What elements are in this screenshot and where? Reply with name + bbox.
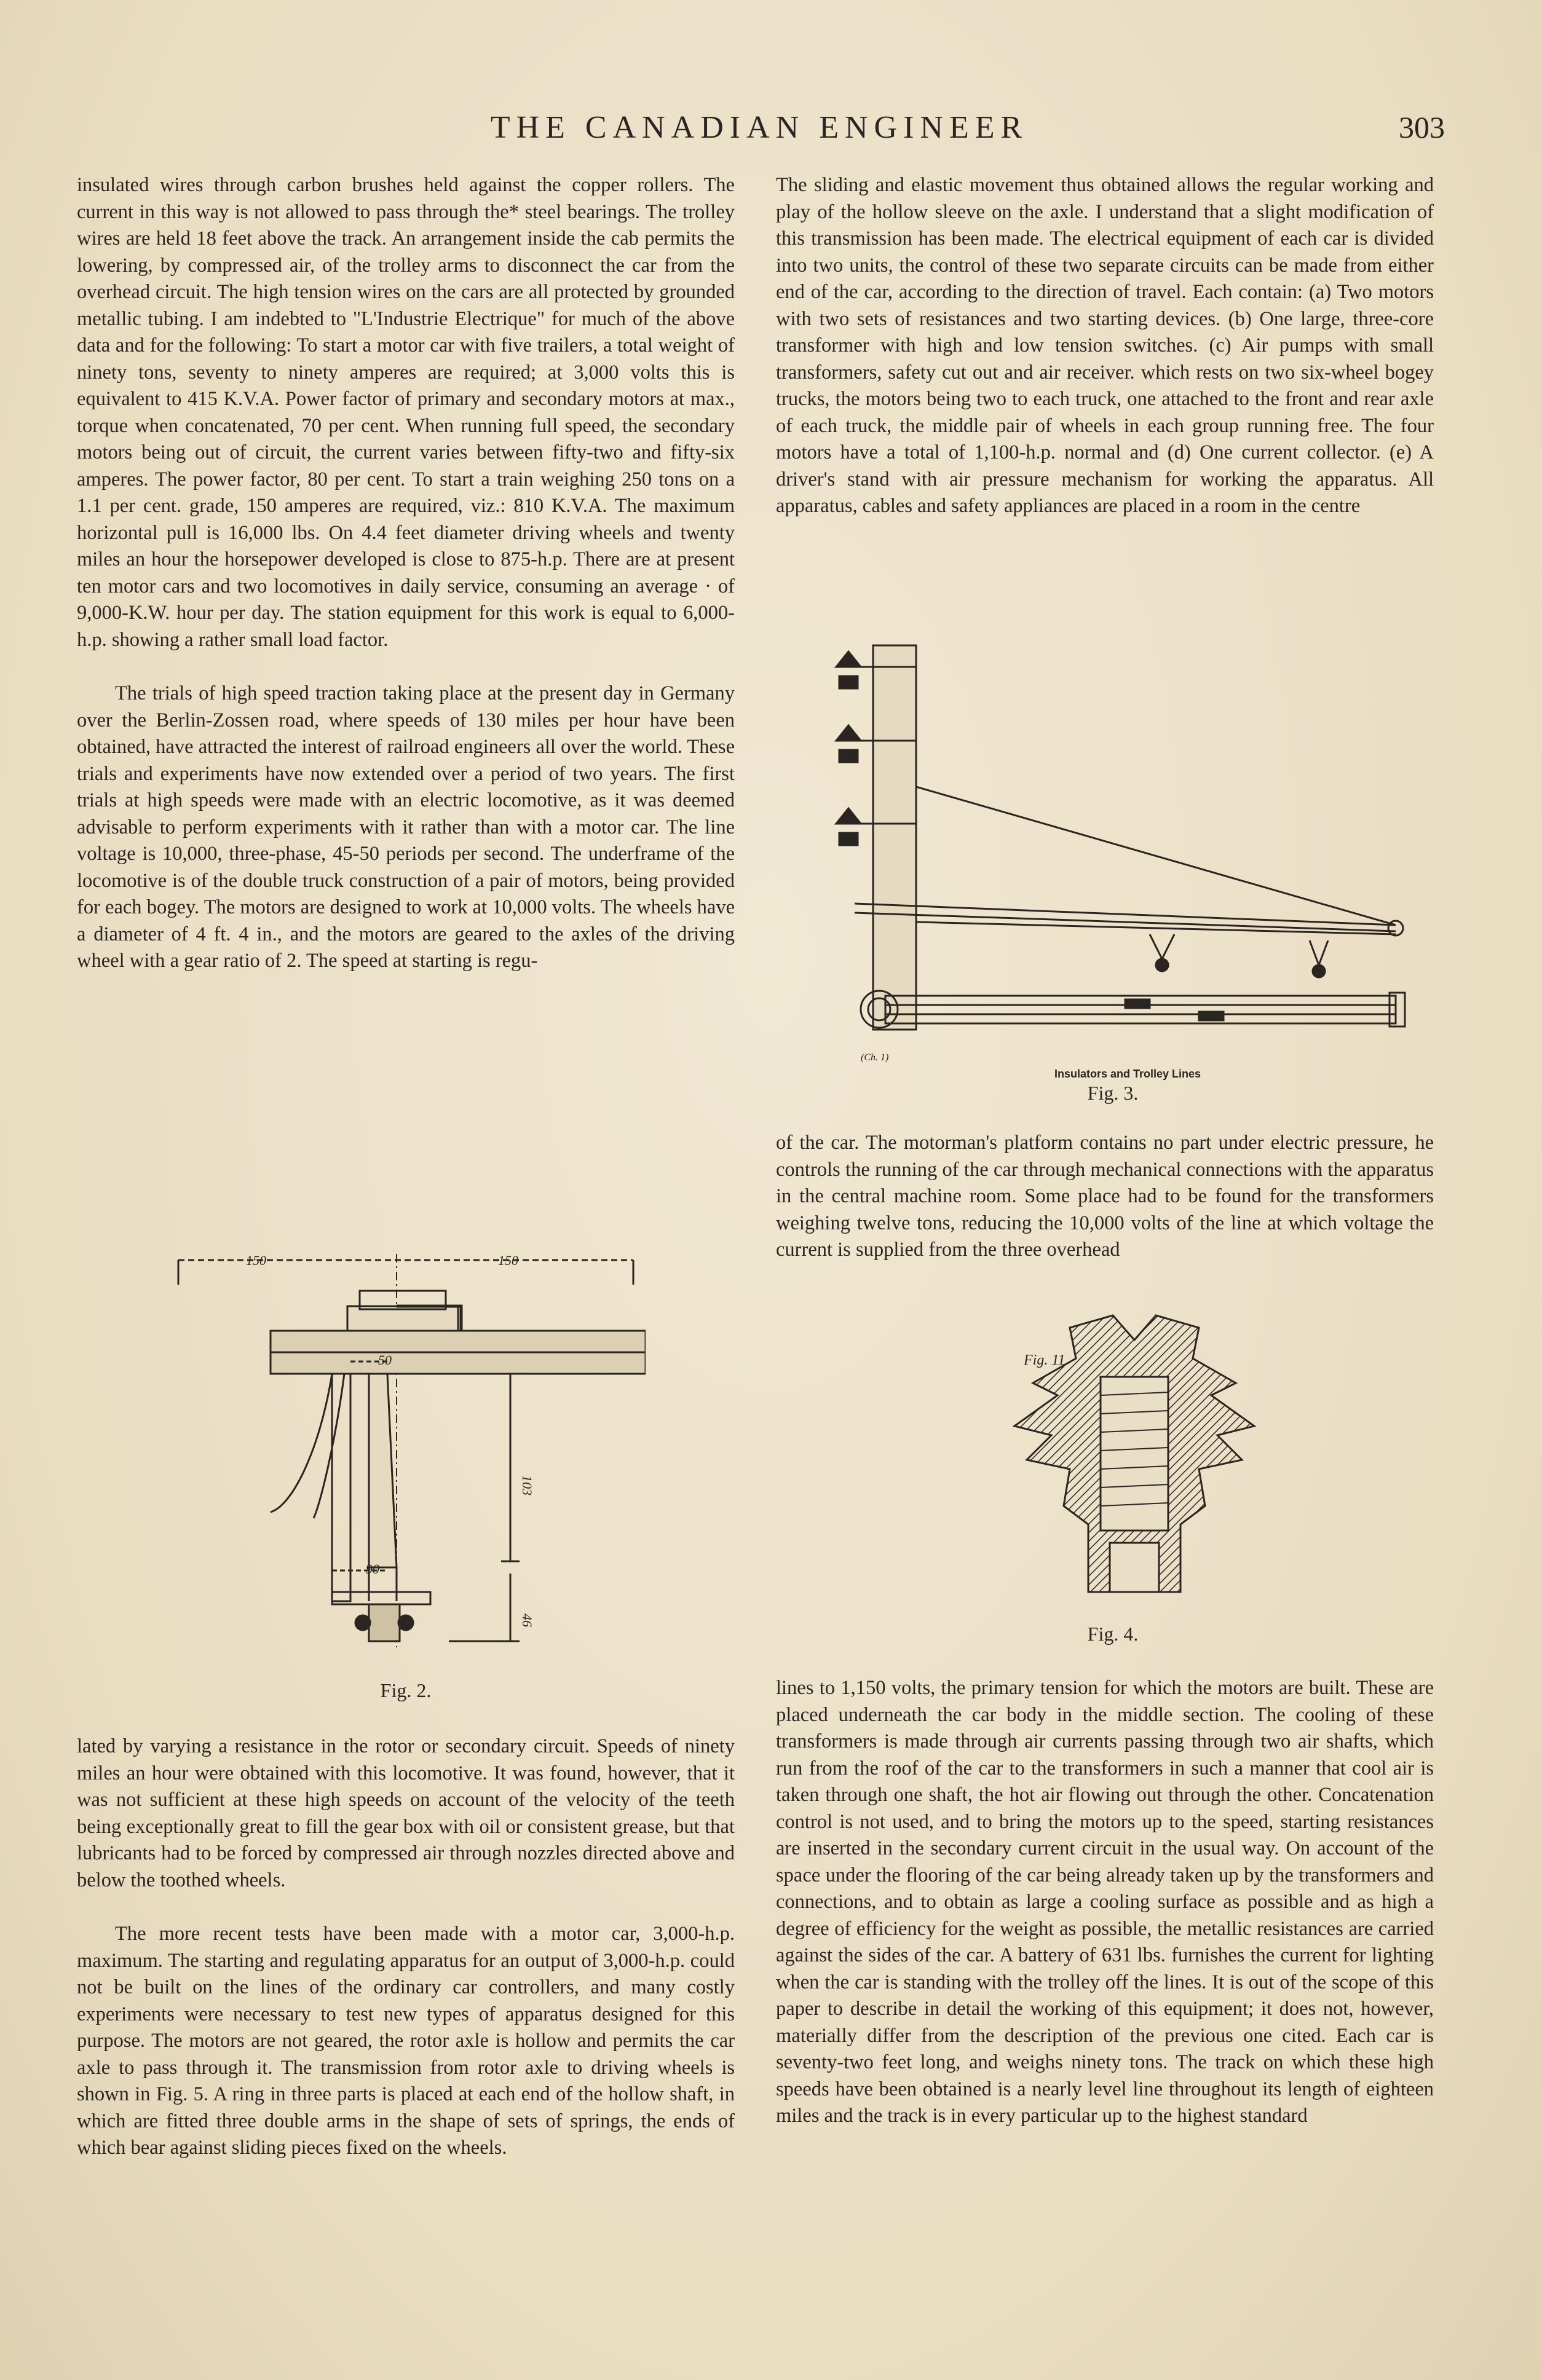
figure-3-title: Insulators and Trolley Lines bbox=[1054, 1068, 1201, 1080]
left-column-top bbox=[77, 172, 735, 975]
paragraph: lines to 1,150 volts, the primary tension for which the motors are built. These are placed underneath the car body in the middle section. The cooling of these transformers is made through air currents passing through two air shafts, which run from the roof of the car to the transformers in such a manner that cool air is taken through one shaft, the hot air flowing out through the other. Concatenation control is not used, and to bring the motors up to the speed, starting resistances are inserted in the secondary current circuit in the usual way. On account of the space under the flooring of the car being already taken up by the transformers and connections, and to obtain as large a cooling surface as possible and as high a degree of efficiency for the weight as possible, the metallic resistances are carried against the sides of the car. A battery of 631 lbs. furnishes the current for lighting when the car is standing with the trolley off the lines. It is out of the scope of this paper to describe in detail the working of this equipment; it does not, however, materially differ from the description of the previous one cited. Each car is seventy-two feet long, and weighs ninety tons. The track on which these high speeds have been obtained is a nearly level line throughout its length of eighteen miles and the track is in every particular up to the highest standard bbox=[776, 1677, 1434, 2127]
figure-4-drawing bbox=[996, 1303, 1273, 1623]
fig4-label: Fig. 11 bbox=[1024, 1352, 1066, 1368]
right-column-bottom bbox=[776, 1675, 1434, 2130]
right-column-middle bbox=[776, 1130, 1434, 1264]
figure-2-drawing bbox=[166, 1248, 646, 1666]
page-number: 303 bbox=[1399, 110, 1445, 144]
figure-3-drawing bbox=[818, 633, 1451, 1063]
fig3-small-label: (Ch. 1) bbox=[861, 1052, 889, 1063]
fig2-dim-top: 50 bbox=[378, 1352, 392, 1368]
paragraph: lated by varying a resistance in the rotor or secondary circuit. Speeds of ninety miles an hour were obtained with this locomotive. It was found, however, that it was not sufficient at these high speeds on account of the velocity of the teeth being exceptionally great to fill the gear box with oil or consistent grease, but that lubricants had to be forced by compressed air through nozzles directed above and below the toothed wheels. bbox=[77, 1735, 735, 1891]
right-column-top bbox=[776, 172, 1434, 520]
fig2-dim-lower: 46 bbox=[520, 1614, 535, 1627]
fig2-dim-height: 103 bbox=[520, 1475, 535, 1495]
fig2-dim-right: 150 bbox=[498, 1253, 518, 1268]
paragraph: The sliding and elastic movement thus obtained allows the regular working and play of the hollow sleeve on the axle. I understand that a slight modification of this transmission has been made. The electrical equipment of each car is divided into two units, the control of these two separate circuits can be made from either end of the car, according to the direction of travel. Each contain: (a) Two motors with two sets of resistances and two starting devices. (b) One large, three-core transformer with high and low tension switches. (c) Air pumps with small transformers, safety cut out and air receiver. which rests on two six-wheel bogey trucks, the motors being two to each truck, one attached to the front and rear axle of each truck, the middle pair of wheels in each group running free. The four motors have a total of 1,100-h.p. normal and (d) One current collector. (e) A driver's stand with air pressure mechanism for working the apparatus. All apparatus, cables and safety appliances are placed in a room in the centre bbox=[776, 174, 1434, 517]
figure-4-caption: Fig. 4. bbox=[1087, 1623, 1139, 1645]
figure-2-caption: Fig. 2. bbox=[380, 1679, 432, 1701]
fig2-dim-bottom: 90 bbox=[366, 1561, 379, 1577]
paragraph: insulated wires through carbon brushes held against the copper rollers. The current in this way is not allowed to pass through the* steel bearings. The trolley wires are held 18 feet above the track. An arrangement inside the cab permits the lowering, by compressed air, of the trolley arms to disconnect the car from the overhead circuit. The high tension wires on the cars are all protected by grounded metallic tubing. I am indebted to "L'Industrie Electrique" for much of the above data and for the following: To start a motor car with five trailers, a total weight of ninety tons, seventy to ninety amperes are required; at 3,000 volts this is equivalent to 415 K.V.A. Power factor of primary and secondary motors at max., torque when concatenated, 70 per cent. When running full speed, the secondary motors being out of circuit, the current varies between fifty-two and fifty-six amperes. The power factor, 80 per cent. To start a train weighing 250 tons on a 1.1 per cent. grade, 150 amperes are required, viz.: 810 K.V.A. The maximum horizontal pull is 16,000 lbs. On 4.4 feet diameter driving wheels and twenty miles an hour the horsepower developed is close to 875-h.p. There are at present ten motor cars and two locomotives in daily service, consuming an average · of 9,000-K.W. hour per day. The station equipment for this work is equal to 6,000-h.p. showing a rather small load factor. bbox=[77, 174, 735, 651]
paragraph: The trials of high speed traction taking place at the present day in Germany over the Berlin-Zossen road, where speeds of 130 miles per hour have been obtained, have attracted the interest of railroad engineers all over the world. These trials and experiments have now extended over a period of two years. The first trials at high speeds were made with an electric locomotive, as it was deemed advisable to perform experiments with it rather than with a motor car. The line voltage is 10,000, three-phase, 45-50 periods per second. The underframe of the locomotive is of the double truck construction of a pair of motors, being provided for each bogey. The motors are designed to work at 10,000 volts. The wheels have a diameter of 4 ft. 4 in., and the motors are geared to the axles of the driving wheel with a gear ratio of 2. The speed at starting is regu- bbox=[77, 682, 735, 972]
paragraph: The more recent tests have been made with a motor car, 3,000-h.p. maximum. The starting and regulating apparatus for an output of 3,000-h.p. could not be built on the lines of the ordinary car controllers, and many costly experiments were necessary to test new types of apparatus designed for this purpose. The motors are not geared, the rotor axle is hollow and permits the car axle to pass through it. The transmission from rotor axle to driving wheels is shown in Fig. 5. A ring in three parts is placed at each end of the hollow shaft, in which are fitted three double arms in the shape of sets of springs, the ends of which bear against sliding pieces fixed on the wheels. bbox=[77, 1923, 735, 2159]
fig2-dim-left: 150 bbox=[246, 1253, 266, 1268]
paragraph: of the car. The motorman's platform contains no part under electric pressure, he controls the running of the car through mechanical connections with the apparatus in the central machine room. Some place had to be found for the transformers weighing twelve tons, reducing the 10,000 volts of the line at which voltage the current is supplied from the three overhead bbox=[776, 1132, 1434, 1261]
figure-3-caption: Fig. 3. bbox=[1087, 1082, 1139, 1104]
journal-title: THE CANADIAN ENGINEER bbox=[490, 110, 1029, 145]
page-header bbox=[74, 109, 1445, 152]
left-column-bottom bbox=[77, 1733, 735, 2162]
